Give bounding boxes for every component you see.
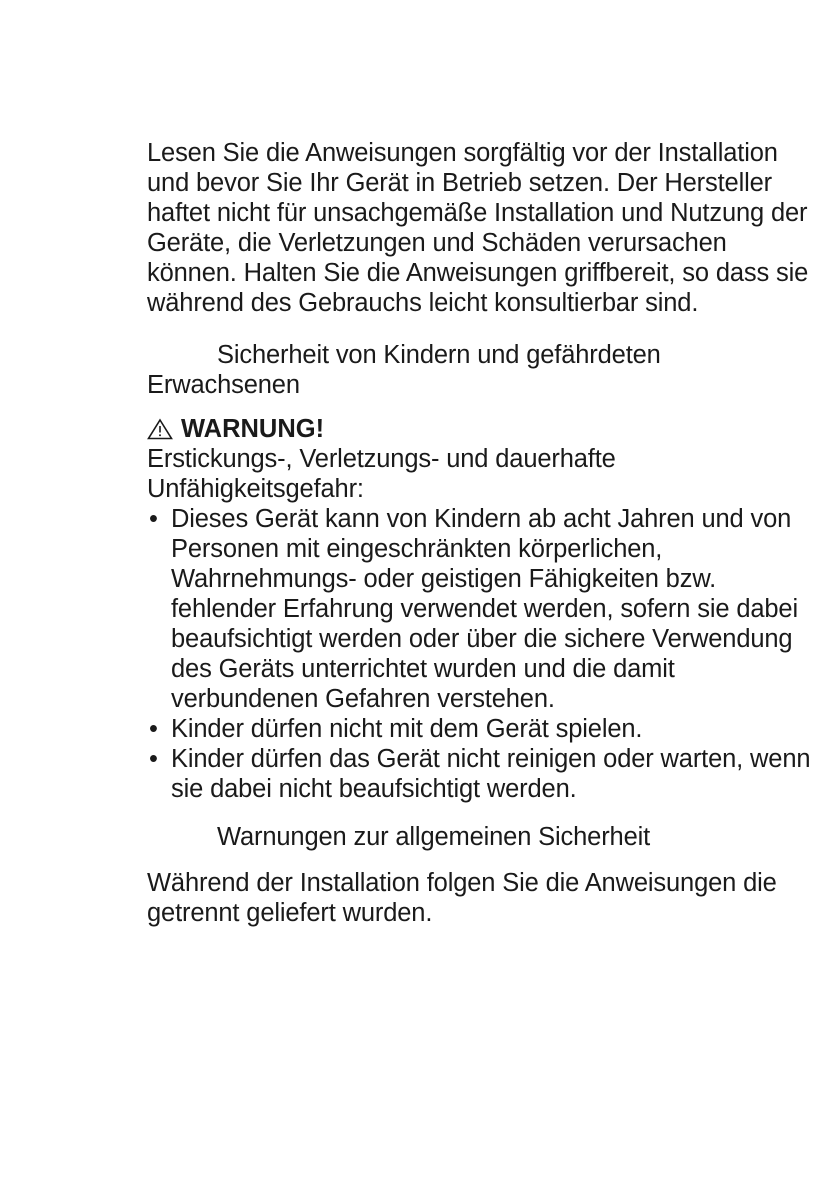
list-item-text: Kinder dürfen nicht mit dem Gerät spielen. bbox=[171, 715, 643, 743]
warning-label: WARNUNG! bbox=[181, 415, 325, 443]
bullet-icon: • bbox=[149, 745, 158, 773]
bullet-icon: • bbox=[149, 715, 158, 743]
safety-bullet-list bbox=[147, 504, 817, 804]
warning-text: Erstickungs-, Verletzungs- und dauerhafte Unfähigkeitsgefahr: bbox=[147, 445, 616, 503]
document-page bbox=[147, 138, 817, 928]
warning-heading bbox=[147, 414, 817, 444]
list-item bbox=[147, 744, 817, 804]
list-item-text: Dieses Gerät kann von Kindern ab acht Jahren und von Personen mit eingeschränkten körperlichen, Wahrnehmungs- oder geistigen Fähigkeiten bzw. fehlender Erfahrung verwendet werden, sofern sie dabei beaufsichtigt werden oder über die sichere Verwendung des Geräts unterrichtet wurden und die damit verbundenen Gefahren verstehen. bbox=[171, 505, 798, 713]
list-item bbox=[147, 714, 817, 744]
warning-triangle-icon bbox=[147, 418, 173, 440]
list-item-text: Kinder dürfen das Gerät nicht reinigen oder warten, wenn sie dabei nicht beaufsichtigt werden. bbox=[171, 745, 811, 803]
bullet-icon: • bbox=[149, 505, 158, 533]
intro-paragraph: Lesen Sie die Anweisungen sorgfältig vor der Installation und bevor Sie Ihr Gerät in Betrieb setzen. Der Hersteller haftet nicht für unsachgemäße Installation und Nutzung der Geräte, die Verletzungen und Schäden verursachen können. Halten Sie die Anweisungen griffbereit, so dass sie während des Gebrauchs leicht konsultierbar sind. bbox=[147, 139, 809, 317]
general-safety-paragraph: Während der Installation folgen Sie die Anweisungen die getrennt geliefert wurden. bbox=[147, 869, 777, 927]
section-heading-child-safety: Sicherheit von Kindern und gefährdeten Erwachsenen bbox=[147, 341, 661, 399]
section-heading-general-safety: Warnungen zur allgemeinen Sicherheit bbox=[217, 823, 651, 851]
list-item bbox=[147, 504, 817, 714]
